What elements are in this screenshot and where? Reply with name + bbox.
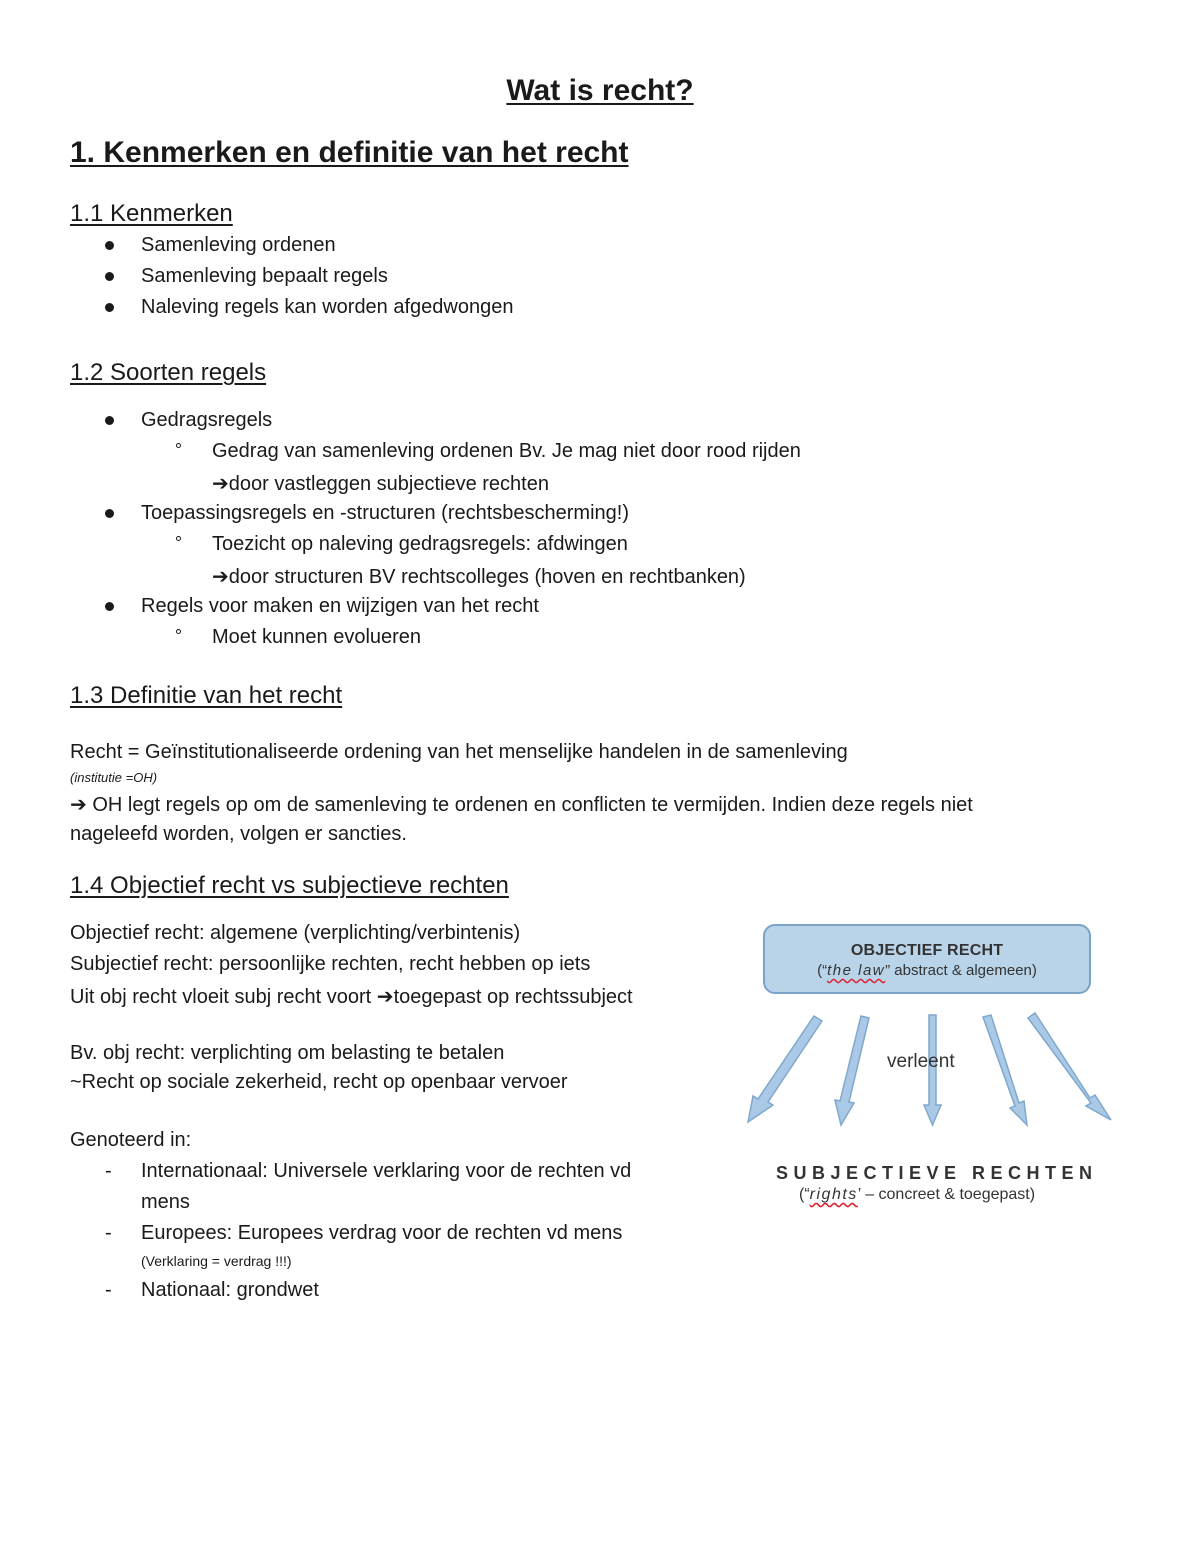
sub-list-item: Gedrag van samenleving ordenen Bv. Je mag niet door rood rijden <box>212 440 801 462</box>
bullet-icon <box>105 303 114 312</box>
list-item: Nationaal: grondwet <box>141 1279 319 1301</box>
text-line: Objectief recht: algemene (verplichting/verbintenis) <box>70 922 521 944</box>
dash-bullet-icon: - <box>105 1279 112 1301</box>
sub-list-arrow-line: ➔door structuren BV rechtscolleges (hoven en rechtbanken) <box>212 566 746 588</box>
list-item: Regels voor maken en wijzigen van het recht <box>141 595 539 617</box>
text-line: Subjectief recht: persoonlijke rechten, recht hebben op iets <box>70 953 591 975</box>
list-item: Naleving regels kan worden afgedwongen <box>141 296 514 318</box>
bullet-icon <box>105 416 114 425</box>
circle-bullet-icon <box>176 629 181 634</box>
subjectieve-rechten-title: SUBJECTIEVE RECHTEN <box>776 1163 1098 1183</box>
dash-bullet-icon: - <box>105 1222 112 1244</box>
circle-bullet-icon <box>176 536 181 541</box>
objectief-recht-subtitle: (“the law” abstract & algemeen) <box>817 962 1037 979</box>
example-line: ~Recht op sociale zekerheid, recht op openbaar vervoer <box>70 1071 568 1093</box>
list-item: Internationaal: Universele verklaring voor de rechten vd <box>141 1160 632 1182</box>
arrow-down-icon <box>983 1015 1027 1125</box>
arrow-right-icon: ➔ <box>376 986 394 1008</box>
section-1-2-heading: 1.2 Soorten regels <box>70 359 267 386</box>
example-line: Bv. obj recht: verplichting om belasting te betalen <box>70 1042 505 1064</box>
subjectieve-rechten-subtitle: (“rights’ – concreet & toegepast) <box>799 1186 1036 1203</box>
list-item: Samenleving ordenen <box>141 234 336 256</box>
list-item-continuation: mens <box>141 1191 190 1213</box>
verleent-label: verleent <box>887 1051 955 1072</box>
list-item-note: (Verklaring = verdrag !!!) <box>141 1253 292 1269</box>
sub-list-arrow-line: ➔door vastleggen subjectieve rechten <box>212 473 549 495</box>
definition-explanation-line: ➔ OH legt regels op om de samenleving te ordenen en conflicten te vermijden. Indien deze regels niet <box>70 794 973 816</box>
diagram-arrows <box>740 915 1120 1145</box>
arrow-right-icon: ➔ <box>212 566 229 588</box>
section-1-4-heading: 1.4 Objectief recht vs subjectieve rechten <box>70 872 509 899</box>
definition-explanation-line: nageleefd worden, volgen er sancties. <box>70 823 407 845</box>
text-line: Uit obj recht vloeit subj recht voort ➔toegepast op rechtssubject <box>70 986 633 1008</box>
objectief-subjectief-diagram <box>740 915 1120 1215</box>
list-item: Toepassingsregels en -structuren (rechtsbescherming!) <box>141 502 629 524</box>
sub-list-item: Moet kunnen evolueren <box>212 626 422 648</box>
dash-bullet-icon: - <box>105 1160 112 1182</box>
arrow-right-icon: ➔ <box>70 794 87 816</box>
circle-bullet-icon <box>176 443 181 448</box>
bullet-icon <box>105 602 114 611</box>
page-title: Wat is recht? <box>506 74 694 107</box>
arrow-down-icon <box>835 1016 869 1125</box>
noted-in-label: Genoteerd in: <box>70 1129 192 1151</box>
list-item: Samenleving bepaalt regels <box>141 265 388 287</box>
arrow-down-icon <box>1028 1013 1111 1120</box>
arrow-right-icon: ➔ <box>212 473 229 495</box>
list-item: Gedragsregels <box>141 409 273 431</box>
objectief-recht-title: OBJECTIEF RECHT <box>850 942 1004 959</box>
bullet-icon <box>105 241 114 250</box>
bullet-icon <box>105 509 114 518</box>
section-1-3-heading: 1.3 Definitie van het recht <box>70 682 343 709</box>
section-1-heading: 1. Kenmerken en definitie van het recht <box>70 136 629 169</box>
arrow-down-icon <box>748 1016 822 1122</box>
sub-list-item: Toezicht op naleving gedragsregels: afdwingen <box>212 533 628 555</box>
definition-text: Recht = Geïnstitutionaliseerde ordening van het menselijke handelen in de samenleving <box>70 741 848 763</box>
section-1-1-heading: 1.1 Kenmerken <box>70 200 233 227</box>
bullet-icon <box>105 272 114 281</box>
definition-note: (institutie =OH) <box>70 770 158 785</box>
list-item: Europees: Europees verdrag voor de rechten vd mens <box>141 1222 623 1244</box>
